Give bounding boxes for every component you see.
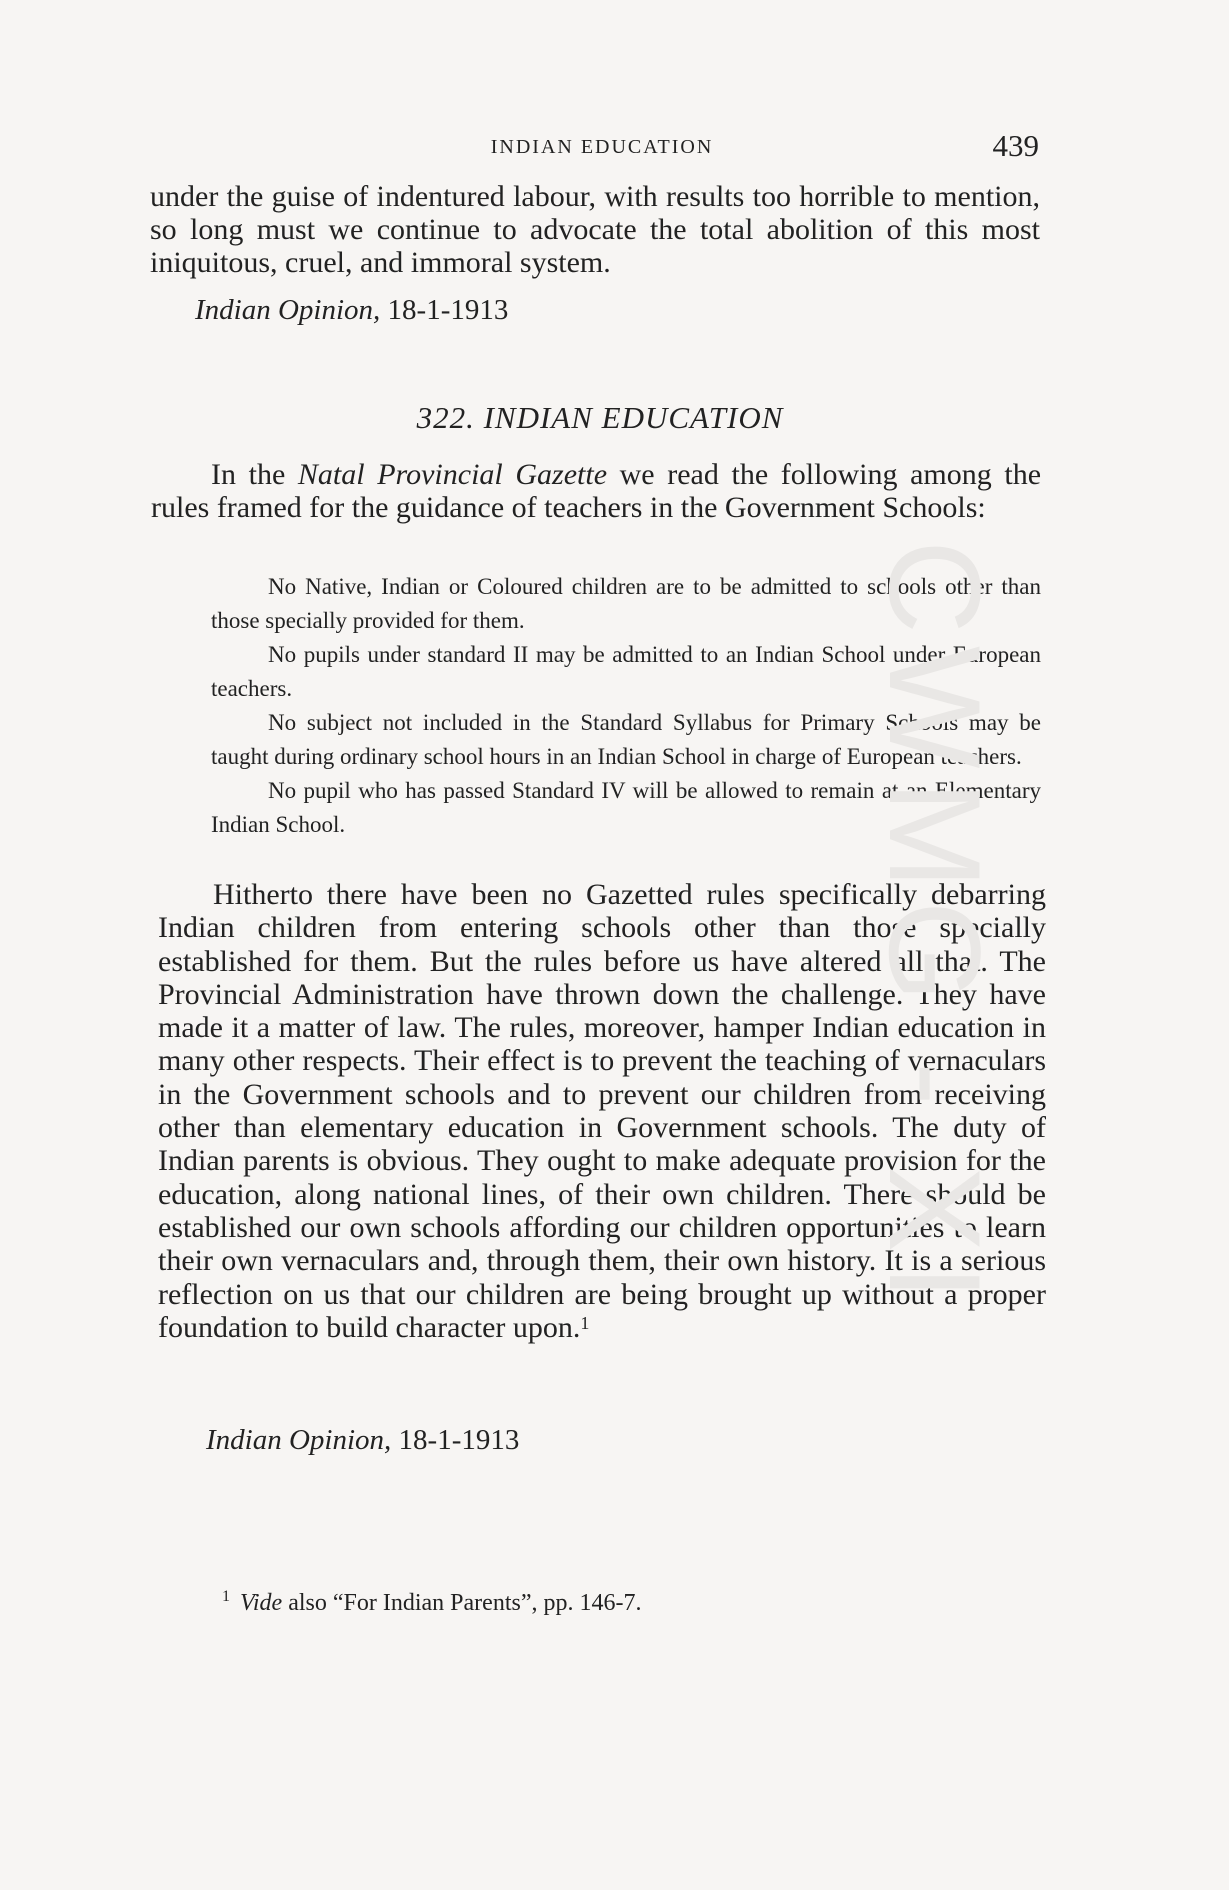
article-heading: 322. INDIAN EDUCATION <box>416 400 784 435</box>
rule-item: No subject not included in the Standard Syllabus for Primary Schools may be taught during ordinary school hours in an Indian School in charge of European teachers. <box>211 710 1041 769</box>
footnote-text: also “For Indian Parents”, pp. 146-7. <box>282 1590 642 1616</box>
footnote-vide: Vide <box>240 1590 283 1616</box>
lead-paragraph <box>151 458 1041 524</box>
rule-item: No pupil who has passed Standard IV will be allowed to remain at an Elementary Indian School. <box>211 778 1041 837</box>
source-date: 18-1-1913 <box>387 294 509 326</box>
source-citation <box>206 1424 519 1457</box>
running-header: INDIAN EDUCATION <box>490 136 714 158</box>
rule-item: No Native, Indian or Coloured children are to be admitted to schools other than those specially provided for them. <box>211 574 1041 633</box>
footnote <box>222 1590 641 1617</box>
footnote-marker: 1 <box>222 1588 230 1605</box>
source-publication: Indian Opinion, <box>195 294 381 326</box>
lead-suffix: we read the following among the rules framed for the guidance of teachers in the Government Schools: <box>151 458 1042 524</box>
gazette-title: Natal Provincial Gazette <box>297 458 608 491</box>
footnote-reference: 1 <box>580 1312 590 1333</box>
page-number: 439 <box>992 128 1039 163</box>
source-date: 18-1-1913 <box>398 1424 520 1456</box>
body-text: Hitherto there have been no Gazetted rules specifically debarring Indian children from entering schools other than those specially established for them. But the rules before us have altered all that. The Provincial Administration have thrown down the challenge. They have made it a matter of law. The rules, moreover, hamper Indian education in many other respects. Their effect is to prevent the teaching of vernaculars in the Government schools and to prevent our children from receiving other than elementary education in Government schools. The duty of Indian parents is obvious. They ought to make adequate provision for the education, along national lines, of their own children. There should be established our own schools affording our children opportunities to learn their own vernaculars and, through them, their own history. It is a serious reflection on us that our children are being brought up without a proper foundation to build character upon. <box>158 878 1046 1344</box>
source-citation <box>195 294 508 327</box>
source-publication: Indian Opinion, <box>206 1424 392 1456</box>
intro-paragraph: under the guise of indentured labour, with results too horrible to mention, so long must we continue to advocate the total abolition of this most iniquitous, cruel, and immoral system. <box>150 180 1040 279</box>
rule-item: No pupils under standard II may be admitted to an Indian School under European teachers. <box>211 642 1041 701</box>
lead-prefix: In the <box>211 458 298 491</box>
watermark: CWMG - XI <box>862 540 1008 1313</box>
